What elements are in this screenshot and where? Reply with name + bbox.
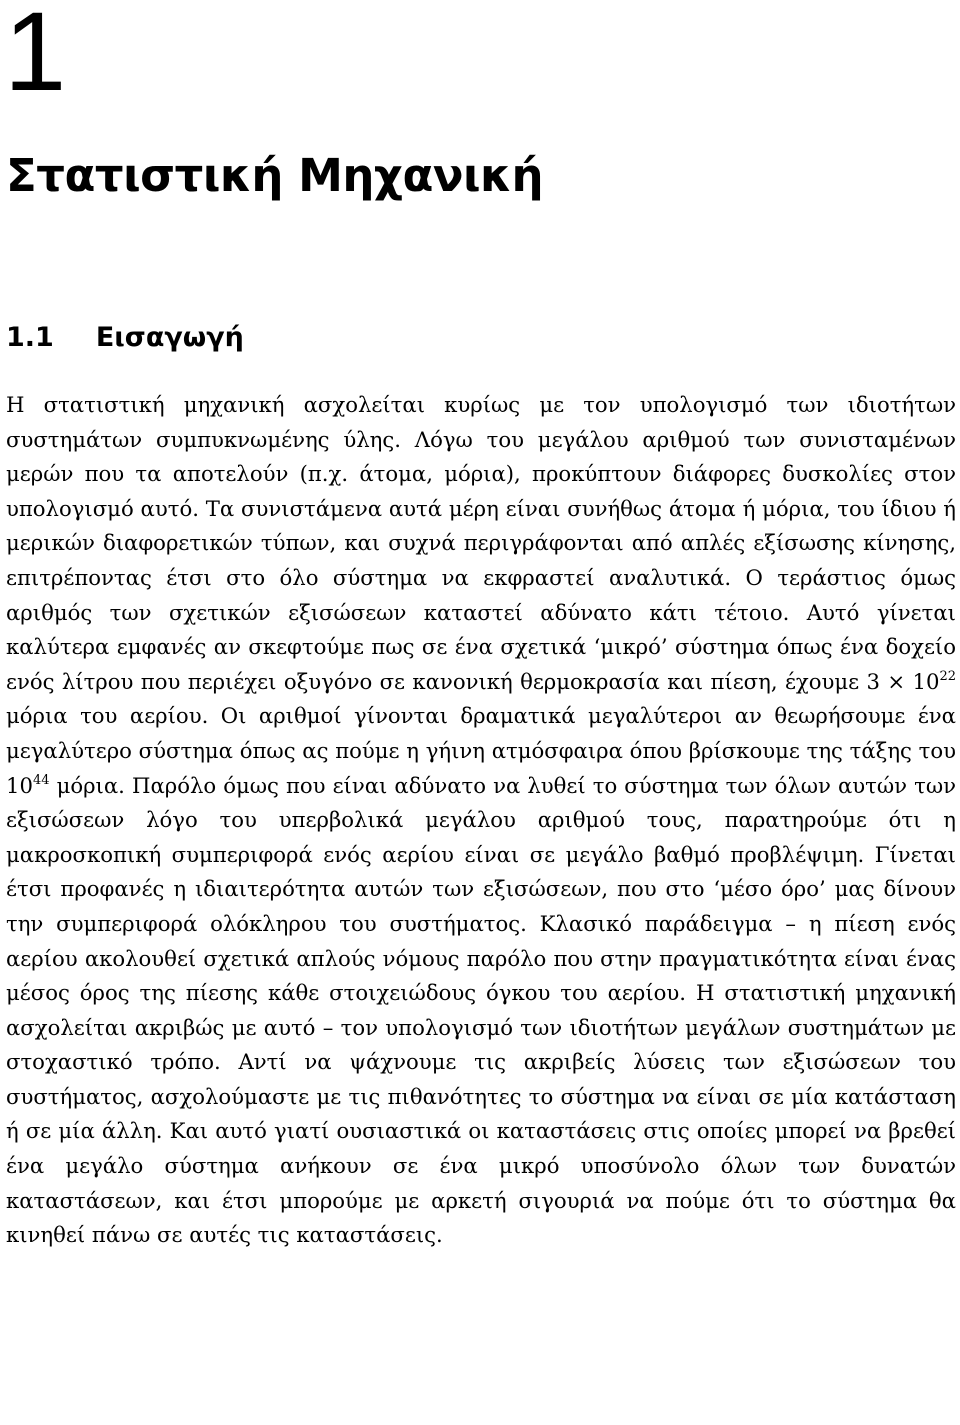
paragraph-text-part-1: Η στατιστική μηχανική ασχολείται κυρίως με τον υπολογισμό των ιδιοτήτων συστημάτων συμπυκνωμένης ύλης. Λόγω του μεγάλου αριθμού των συνισταμένων μερών που τα αποτελούν (π.χ. άτομα, μόρια), προκύπτουν διάφορες δυσκολίες στον υπολογισμό αυτό. Τα συνιστάμενα αυτά μέρη είναι συνήθως άτομα ή μόρια, του ίδιου ή μερικών διαφορετικών τύπων, και συχνά περιγράφονται από απλές εξίσωσης κίνησης, επιτρέποντας έτσι στο όλο σύστημα να εκφραστεί αναλυτικά. Ο τεράστιος όμως αριθμός των σχετικών εξισώσεων καταστεί αδύνατο κάτι τέτοιο. Αυτό γίνεται καλύτερα εμφανές αν σκεφτούμε πως σε ένα σχετικά ‘μικρό’ σύστημα όπως ένα δοχείο ενός λίτρου που περιέχει οξυγόνο σε κανονική θερμοκρασία και πίεση, έχουμε 3 × 10 (6, 392, 956, 694)
section-number: 1.1 (6, 322, 54, 353)
section-title: Εισαγωγή (95, 322, 244, 353)
section-heading (6, 318, 244, 358)
exponent-44: 44 (32, 772, 50, 788)
exponent-22: 22 (939, 668, 956, 684)
chapter-title: Στατιστική Μηχανική (6, 149, 544, 202)
paragraph-text-part-3: μόρια. Παρόλο όμως που είναι αδύνατο να λυθεί το σύστημα των όλων αυτών των εξισώσεων λόγο του υπερβολικά μεγάλου αριθμού τους, παρατηρούμε ότι η μακροσκοπική συμπεριφορά ενός αερίου είναι σε μεγάλο βαθμό προβλέψιμη. Γίνεται έτσι προφανές η ιδιαιτερότητα αυτών των εξισώσεων, που στο ‘μέσο όρο’ μας δίνουν την συμπεριφορά ολόκληρου του συστήματος. Κλασικό παράδειγμα – η πίεση ενός αερίου ακολουθεί σχετικά απλούς νόμους παρόλο που στην πραγματικότητα είναι ένας μέσος όρος της πίεσης κάθε στοιχειώδους όγκου του αερίου. Η στατιστική μηχανική ασχολείται ακριβώς με αυτό – τον υπολογισμό των ιδιοτήτων μεγάλων συστημάτων με στοχαστικό τρόπο. Αντί να ψάχνουμε τις ακριβείς λύσεις των εξισώσεων του συστήματος, ασχολούμαστε με τις πιθανότητες το σύστημα να είναι σε μία κατάσταση ή σε μία άλλη. Και αυτό γιατί ουσιαστικά οι καταστάσεις στις οποίες μπορεί να βρεθεί ένα μεγάλο σύστημα ανήκουν σε ένα μικρό υποσύνολο όλων των δυνατών καταστάσεων, και έτσι μπορούμε με αρκετή σιγουριά να πούμε ότι το σύστημα θα κινηθεί πάνω σε αυτές τις καταστάσεις. (6, 772, 956, 1248)
chapter-number: 1 (4, 0, 67, 114)
body-paragraph (6, 388, 956, 1253)
paragraph-text-part-2: μόρια του αερίου. Οι αριθμοί γίνονται δραματικά μεγαλύτεροι αν θεωρήσουμε ένα μεγαλύτερο σύστημα όπως ας πούμε η γήινη ατμόσφαιρα όπου βρίσκουμε της τάξης του 10 (6, 703, 956, 798)
